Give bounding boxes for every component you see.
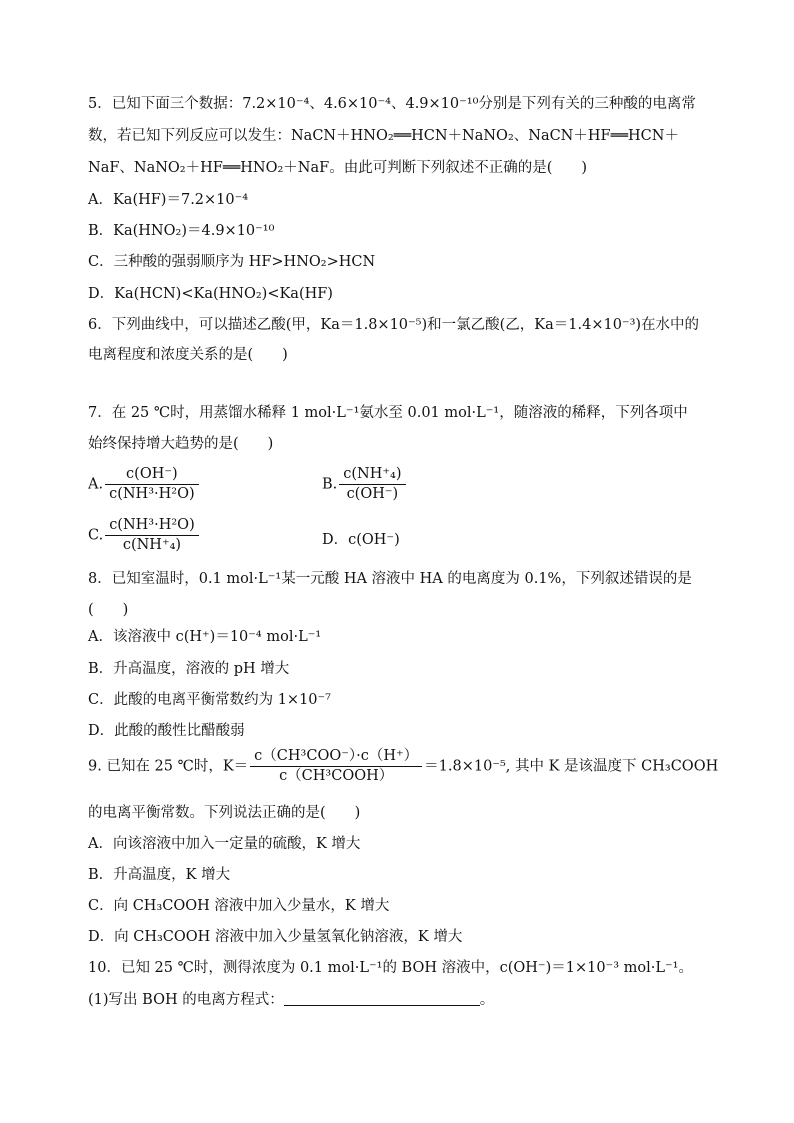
q7-option-c bbox=[88, 517, 201, 554]
fraction-denominator: c（CH³COOH） bbox=[279, 768, 394, 784]
q10-subquestion-1 bbox=[88, 988, 494, 1009]
q9-equilibrium-fraction bbox=[250, 748, 422, 785]
q5-line-2: 数，若已知下列反应可以发生：NaCN＋HNO₂══HCN＋NaNO₂、NaCN＋HF══HCN＋ bbox=[88, 128, 679, 144]
q5-option-b: B．Ka(HNO₂)＝4.9×10⁻¹⁰ bbox=[88, 223, 275, 239]
q5-option-a: A．Ka(HF)＝7.2×10⁻⁴ bbox=[88, 192, 249, 208]
fraction-denominator: c(NH³·H²O) bbox=[109, 486, 195, 502]
q8-option-d: D．此酸的酸性比醋酸弱 bbox=[88, 723, 245, 739]
q7-option-c-fraction bbox=[105, 517, 199, 554]
q9-line-1 bbox=[88, 748, 718, 785]
q8-option-b: B．升高温度，溶液的 pH 增大 bbox=[88, 661, 290, 677]
q6-line-1: 6．下列曲线中，可以描述乙酸(甲，Ka＝1.8×10⁻⁵)和一氯乙酸(乙，Ka＝1.4×10⁻³)在水中的 bbox=[88, 317, 700, 333]
q8-option-a: A．该溶液中 c(H⁺)＝10⁻⁴ mol·L⁻¹ bbox=[88, 629, 322, 645]
q9-option-d: D．向 CH₃COOH 溶液中加入少量氢氧化钠溶液，K 增大 bbox=[88, 929, 463, 945]
q8-option-c: C．此酸的电离平衡常数约为 1×10⁻⁷ bbox=[88, 692, 331, 708]
q9-line-2: 的电离平衡常数。下列说法正确的是( ) bbox=[88, 805, 361, 821]
q7-option-d: D．c(OH⁻) bbox=[322, 532, 400, 548]
q5-option-c: C．三种酸的强弱顺序为 HF>HNO₂>HCN bbox=[88, 254, 376, 270]
q9-option-c: C．向 CH₃COOH 溶液中加入少量水，K 增大 bbox=[88, 898, 390, 914]
q10-sub1-prompt: (1)写出 BOH 的电离方程式： bbox=[88, 992, 284, 1008]
q9-option-a: A．向该溶液中加入一定量的硫酸，K 增大 bbox=[88, 836, 361, 852]
q7-option-b-label: B. bbox=[322, 476, 338, 493]
q7-option-b-fraction bbox=[339, 466, 405, 503]
q8-line-2: ( ) bbox=[88, 602, 129, 618]
fraction-denominator: c(NH⁺₄) bbox=[122, 537, 182, 553]
fraction-numerator: c(NH⁺₄) bbox=[339, 466, 405, 485]
q7-option-a-label: A. bbox=[88, 476, 104, 493]
fraction-numerator: c(NH³·H²O) bbox=[105, 517, 199, 536]
fraction-numerator: c（CH³COO⁻）·c（H⁺） bbox=[250, 748, 422, 767]
q7-option-b bbox=[322, 466, 408, 503]
q7-option-a bbox=[88, 466, 201, 503]
q10-sub1-suffix: 。 bbox=[479, 992, 495, 1008]
fraction-numerator: c(OH⁻) bbox=[105, 466, 199, 485]
q9-option-b: B．升高温度，K 增大 bbox=[88, 867, 231, 883]
q9-suffix: ＝1.8×10⁻⁵, 其中 K 是该温度下 CH₃COOH bbox=[424, 758, 719, 775]
q10-line-1: 10．已知 25 ℃时，测得浓度为 0.1 mol·L⁻¹的 BOH 溶液中，c(OH⁻)＝1×10⁻³ mol·L⁻¹。 bbox=[88, 960, 693, 976]
q7-option-a-fraction bbox=[105, 466, 199, 503]
q6-line-2: 电离程度和浓度关系的是( ) bbox=[88, 347, 288, 363]
answer-blank[interactable] bbox=[284, 991, 480, 1006]
q7-line-2: 始终保持增大趋势的是( ) bbox=[88, 436, 274, 452]
q7-line-1: 7．在 25 ℃时，用蒸馏水稀释 1 mol·L⁻¹氨水至 0.01 mol·L⁻¹，随溶液的稀释，下列各项中 bbox=[88, 405, 688, 421]
q5-option-d: D．Ka(HCN)<Ka(HNO₂)<Ka(HF) bbox=[88, 286, 333, 302]
q5-line-3: NaF、NaNO₂＋HF══HNO₂＋NaF。由此可判断下列叙述不正确的是( ) bbox=[88, 160, 588, 176]
fraction-denominator: c(OH⁻) bbox=[346, 486, 399, 502]
q9-prefix: 9. 已知在 25 ℃时，K＝ bbox=[88, 758, 249, 775]
q7-option-c-label: C. bbox=[88, 527, 104, 544]
q8-line-1: 8．已知室温时，0.1 mol·L⁻¹某一元酸 HA 溶液中 HA 的电离度为 0.1%，下列叙述错误的是 bbox=[88, 571, 692, 587]
q5-line-1: 5．已知下面三个数据：7.2×10⁻⁴、4.6×10⁻⁴、4.9×10⁻¹⁰分别是下列有关的三种酸的电离常 bbox=[88, 96, 696, 112]
